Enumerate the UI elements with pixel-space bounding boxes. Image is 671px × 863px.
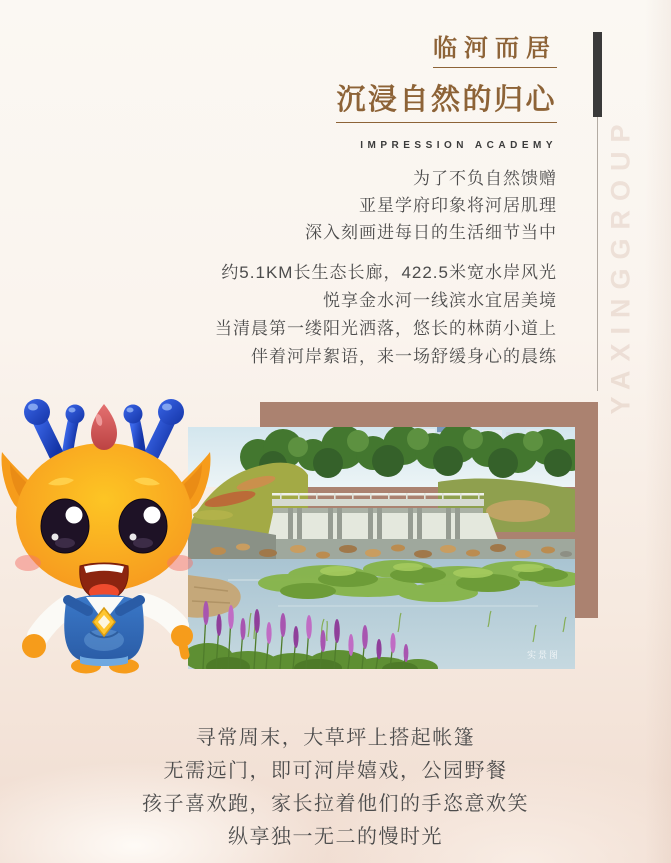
feature-line: 约5.1KM长生态长廊，422.5米宽水岸风光 bbox=[221, 263, 557, 282]
outro-paragraph bbox=[0, 722, 671, 854]
yaxing-dragon-mascot bbox=[0, 392, 214, 674]
feature-line: 伴着河岸絮语，来一场舒缓身心的晨练 bbox=[251, 347, 557, 366]
page-subtitle-en: IMPRESSION ACADEMY bbox=[360, 140, 557, 151]
outro-line: 纵享独一无二的慢时光 bbox=[228, 826, 443, 848]
intro-paragraph bbox=[305, 165, 557, 246]
outro-line: 无需远门，即可河岸嬉戏，公园野餐 bbox=[163, 760, 508, 782]
header-block bbox=[336, 28, 557, 151]
river-landscape-photo bbox=[188, 427, 575, 669]
accent-bar bbox=[593, 32, 602, 117]
intro-line: 亚星学府印象将河居肌理 bbox=[359, 196, 557, 215]
page-title: 临河而居 bbox=[433, 28, 557, 68]
accent-divider-line bbox=[597, 117, 598, 391]
river-scene-illustration bbox=[188, 427, 575, 669]
intro-line: 为了不负自然馈赠 bbox=[413, 169, 557, 188]
intro-line: 深入刻画进每日的生活细节当中 bbox=[305, 223, 557, 242]
photo-watermark-caption: 实景图 bbox=[526, 650, 560, 660]
feature-paragraph bbox=[215, 259, 557, 371]
page-subtitle-cn: 沉浸自然的归心 bbox=[336, 77, 557, 123]
watermark-text: YAXINGGROUP bbox=[605, 115, 636, 415]
feature-line: 当清晨第一缕阳光洒落，悠长的林荫小道上 bbox=[215, 319, 557, 338]
mascot-illustration bbox=[0, 392, 214, 674]
outro-line: 寻常周末，大草坪上搭起帐篷 bbox=[195, 727, 476, 749]
feature-line: 悦享金水河一线滨水宜居美境 bbox=[323, 291, 557, 310]
outro-line: 孩子喜欢跑，家长拉着他们的手恣意欢笑 bbox=[142, 793, 529, 815]
